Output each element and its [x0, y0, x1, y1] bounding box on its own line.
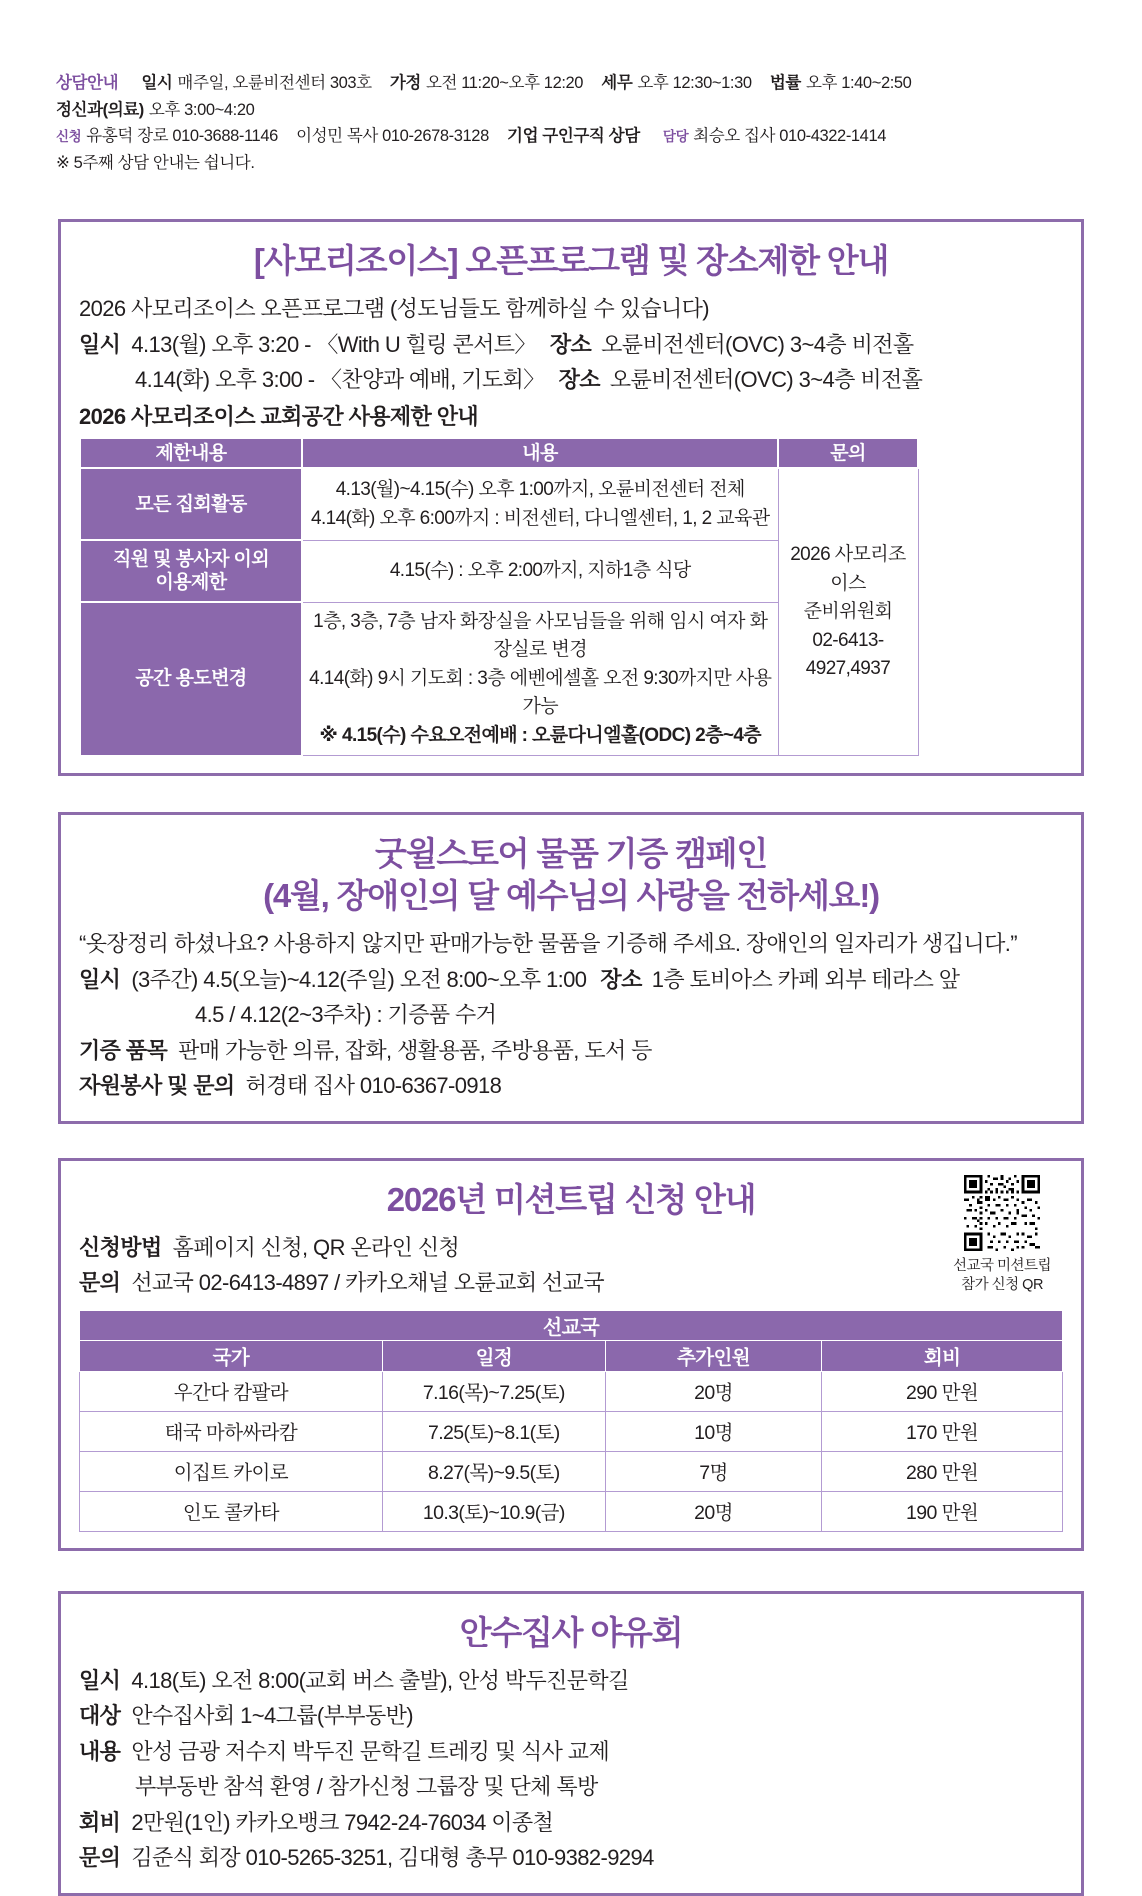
place-label: 장소	[558, 366, 600, 392]
contact-line: 2026 사모리조이스	[790, 544, 906, 594]
where-text: 1층 토비아스 카페 외부 테라스 앞	[651, 966, 960, 992]
row-label: 회비	[79, 1809, 121, 1835]
content-line: 4.15(수) : 오후 2:00까지, 지하1층 식당	[389, 560, 691, 582]
samori-title: [사모리조이스] 오픈프로그램 및 장소제한 안내	[253, 241, 889, 279]
table-row	[80, 1451, 1063, 1491]
capacity-cell: 7명	[605, 1451, 821, 1491]
contact-label: 문의	[79, 1270, 121, 1296]
contact-line: 준비위원회	[803, 601, 893, 623]
goodwill-section	[58, 812, 1084, 1124]
row-text: 2만원(1인) 카카오뱅크 7942-24-76034 이종철	[131, 1809, 554, 1835]
goodwill-items-row	[79, 1034, 1063, 1067]
consult-item	[141, 74, 371, 92]
missiontrip-section	[58, 1158, 1084, 1551]
contact-text: 허경태 집사 010-6367-0918	[245, 1073, 502, 1099]
label-line: 이용제한	[155, 572, 227, 594]
table-band: 선교국	[80, 1310, 1063, 1340]
place-text: 오륜비전센터(OVC) 3~4층 비전홀	[609, 366, 923, 392]
consult-item-text: 이성민 목사 010-2678-3128	[296, 127, 489, 146]
how-label: 신청방법	[79, 1234, 162, 1260]
row-text: 김준식 회장 010-5265-3251, 김대형 총무 010-9382-9294	[131, 1845, 654, 1871]
consult-item-text: 오후 12:30~1:30	[637, 74, 752, 92]
space-restriction-table	[79, 437, 919, 757]
consult-item-text: 오전 11:20~오후 12:20	[425, 74, 584, 92]
row-label-cell: 공간 용도변경	[80, 602, 302, 756]
qr-block	[943, 1175, 1061, 1295]
consult-bar-title: 상담안내	[56, 74, 119, 92]
goodwill-title	[79, 833, 1063, 917]
content-line: 4.14(화) 9시 기도회 : 3층 에벤에셀홀 오전 9:30까지만 사용가능	[309, 667, 772, 718]
fee-cell: 280 만원	[822, 1451, 1063, 1491]
consult-item-text: 오후 3:00~4:20	[148, 100, 255, 119]
consult-item-label: 기업 구인구직 상담	[507, 127, 640, 146]
qr-caption	[943, 1257, 1061, 1295]
picnic-section	[58, 1591, 1084, 1896]
table-row	[80, 1411, 1063, 1451]
when-label: 일시	[79, 966, 121, 992]
dates-cell: 8.27(목)~9.5(토)	[382, 1451, 605, 1491]
consult-item	[56, 127, 278, 145]
country-cell: 태국 마하싸라캄	[80, 1411, 383, 1451]
picnic-row	[79, 1806, 1063, 1839]
consult-item-text: 유홍덕 장로 010-3688-1146	[86, 127, 278, 146]
table-row	[80, 468, 918, 540]
capacity-cell: 20명	[605, 1371, 821, 1411]
goodwill-contact-row	[79, 1069, 1063, 1102]
table-band-row	[80, 1310, 1063, 1340]
consult-bar-title-seg	[56, 74, 123, 92]
capacity-cell: 10명	[605, 1411, 821, 1451]
row-label: 일시	[79, 1667, 121, 1693]
content-line: 4.14(화) 오후 6:00까지 : 비전센터, 다니엘센터, 1, 2 교육관	[310, 507, 770, 529]
country-cell: 이집트 카이로	[80, 1451, 383, 1491]
fee-cell: 190 만원	[822, 1491, 1063, 1531]
samori-intro: 2026 사모리조이스 오픈프로그램 (성도님들도 함께하실 수 있습니다)	[79, 296, 710, 322]
bulletin-page	[0, 70, 1142, 1871]
consult-line-2	[56, 123, 1086, 176]
contact-cell	[778, 468, 918, 756]
label-line: 직원 및 봉사자 이외	[112, 548, 270, 570]
how-text: 홈페이지 신청, QR 온라인 신청	[172, 1234, 460, 1260]
content-line: 1층, 3층, 7층 남자 화장실을 사모님들을 위해 임시 여자 화장실로 변경	[313, 610, 768, 661]
schedule-text: 4.13(월) 오후 3:20 - 〈With U 힐링 콘서트〉	[131, 331, 536, 357]
place-text: 오륜비전센터(OVC) 3~4층 비전홀	[601, 331, 914, 357]
capacity-cell: 20명	[605, 1491, 821, 1531]
consult-item-label: 법률	[769, 74, 801, 92]
consult-item-text: 오후 1:40~2:50	[805, 74, 912, 92]
picnic-row	[79, 1699, 1063, 1732]
missiontrip-contact-row	[79, 1266, 1063, 1299]
content-line: 4.13(월)~4.15(수) 오후 1:00까지, 오륜비전센터 전체	[335, 479, 745, 501]
consult-item-label: 담당	[662, 129, 689, 145]
row-text: 안수집사회 1~4그룹(부부동반)	[131, 1703, 413, 1729]
consult-item-label: 일시	[141, 74, 173, 92]
consult-bar	[56, 70, 1086, 177]
samori-schedule-1	[79, 328, 1063, 361]
consult-item	[56, 154, 255, 172]
column-header: 회비	[822, 1340, 1063, 1371]
contact-line: 02-6413-4927,4937	[805, 629, 891, 680]
picnic-title: 안수집사 야유회	[459, 1613, 683, 1651]
missiontrip-title: 2026년 미션트립 신청 안내	[386, 1180, 756, 1218]
consult-item	[601, 74, 751, 92]
samori-table-title: 2026 사모리조이스 교회공간 사용제한 안내	[79, 404, 479, 430]
row-label: 문의	[79, 1845, 121, 1871]
dates-cell: 7.16(목)~7.25(토)	[382, 1371, 605, 1411]
goodwill-pickup-row: 4.5 / 4.12(2~3주차) : 기증품 수거	[195, 1002, 497, 1028]
picnic-row	[79, 1841, 1063, 1874]
qr-caption-line2: 참가 신청 QR	[961, 1276, 1043, 1293]
missiontrip-how-row	[79, 1231, 1063, 1264]
country-cell: 우간다 캄팔라	[80, 1371, 383, 1411]
column-header: 제한내용	[80, 438, 302, 468]
row-text: 안성 금광 저수지 박두진 문학길 트레킹 및 식사 교제	[131, 1738, 610, 1764]
consult-item-label: 가정	[389, 74, 421, 92]
row-label: 대상	[79, 1703, 121, 1729]
consult-item-label: 정신과(의료)	[56, 100, 144, 119]
goodwill-title-line2: (4월, 장애인의 달 예수님의 사랑을 전하세요!)	[263, 877, 879, 915]
country-cell: 인도 콜카타	[80, 1491, 383, 1531]
consult-item	[296, 127, 489, 145]
fee-cell: 170 만원	[822, 1411, 1063, 1451]
consult-item-label: 세무	[601, 74, 633, 92]
goodwill-title-line1: 굿윌스토어 물품 기증 캠페인	[374, 834, 768, 872]
picnic-row	[79, 1735, 1063, 1768]
row-label: 내용	[79, 1738, 121, 1764]
consult-item	[770, 74, 912, 92]
column-header: 내용	[302, 438, 778, 468]
qr-caption-line1: 선교국 미션트립	[952, 1257, 1052, 1274]
table-header-row	[80, 1340, 1063, 1371]
picnic-row-continuation: 부부동반 참석 환영 / 참가신청 그룹장 및 단체 톡방	[135, 1774, 598, 1800]
contact-text: 선교국 02-6413-4897 / 카카오채널 오륜교회 선교국	[131, 1270, 604, 1296]
schedule-label: 일시	[79, 331, 121, 357]
column-header: 일정	[382, 1340, 605, 1371]
place-label: 장소	[549, 331, 592, 357]
column-header: 국가	[80, 1340, 383, 1371]
consult-item-text: 최승오 집사 010-4322-1414	[693, 127, 887, 146]
contact-label: 자원봉사 및 문의	[79, 1073, 235, 1099]
row-content-cell	[302, 468, 778, 540]
row-label-cell: 모든 집회활동	[80, 468, 302, 540]
consult-item	[663, 127, 886, 145]
consult-item	[507, 127, 645, 145]
column-header: 문의	[778, 438, 918, 468]
picnic-row	[79, 1664, 1063, 1697]
table-row	[80, 1491, 1063, 1531]
row-content-cell	[302, 540, 778, 602]
samori-section	[58, 219, 1084, 776]
consult-item-text: 매주일, 오륜비전센터 303호	[177, 74, 372, 92]
schedule-text: 4.14(화) 오후 3:00 - 〈찬양과 예배, 기도회〉	[135, 366, 545, 392]
table-header-row	[80, 438, 918, 468]
fee-cell: 290 만원	[822, 1371, 1063, 1411]
row-text: 4.18(토) 오전 8:00(교회 버스 출발), 안성 박두진문학길	[131, 1667, 629, 1693]
samori-schedule-2	[79, 363, 1063, 396]
table-row	[80, 1371, 1063, 1411]
consult-item	[56, 101, 254, 119]
consult-item-text: ※ 5주째 상담 안내는 쉽니다.	[56, 154, 255, 173]
consult-item-label: 신청	[56, 129, 82, 145]
consult-line-1	[56, 70, 1086, 123]
when-text: (3주간) 4.5(오늘)~4.12(주일) 오전 8:00~오후 1:00	[131, 966, 587, 992]
goodwill-quote: “옷장정리 하셨나요? 사용하지 않지만 판매가능한 물품을 기증해 주세요. 장애인의 일자리가 생깁니다.”	[79, 931, 1017, 957]
consult-item	[390, 74, 583, 92]
row-label-cell	[80, 540, 302, 602]
qr-code	[964, 1175, 1040, 1251]
missiontrip-table	[79, 1310, 1063, 1532]
where-label: 장소	[600, 966, 642, 992]
items-label: 기증 품목	[79, 1037, 168, 1063]
goodwill-when-row	[79, 963, 1063, 996]
dates-cell: 10.3(토)~10.9(금)	[382, 1491, 605, 1531]
dates-cell: 7.25(토)~8.1(토)	[382, 1411, 605, 1451]
items-text: 판매 가능한 의류, 잡화, 생활용품, 주방용품, 도서 등	[178, 1037, 652, 1063]
content-line-emphasis: ※ 4.15(수) 수요오전예배 : 오륜다니엘홀(ODC) 2층~4층	[319, 724, 762, 746]
column-header: 추가인원	[605, 1340, 821, 1371]
row-content-cell	[302, 602, 778, 756]
